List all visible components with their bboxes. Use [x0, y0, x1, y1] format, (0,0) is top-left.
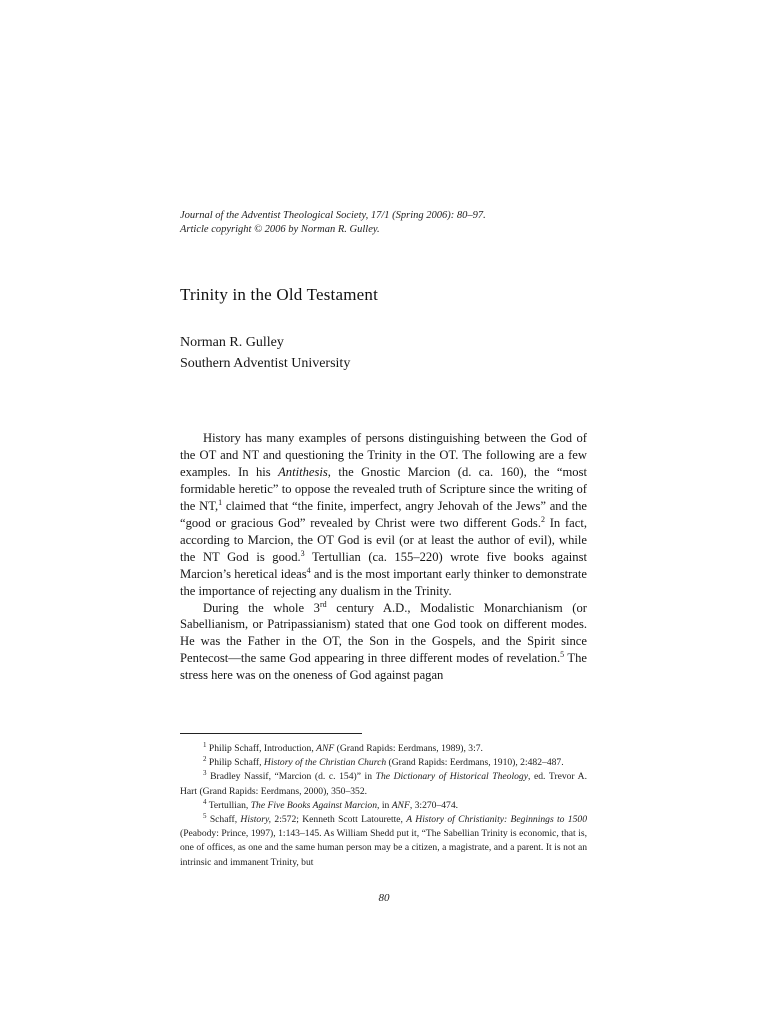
text-run: , in — [377, 799, 392, 811]
page-number: 80 — [378, 892, 390, 904]
footnote-number: 1 — [203, 740, 207, 749]
footnote — [180, 813, 587, 870]
text-run: 2:572; Kenneth Scott Latourette, — [271, 814, 407, 826]
footnote-number: 4 — [203, 797, 207, 806]
text-run: The stress here was on the oneness of God against pagan — [180, 651, 587, 683]
article-title: Trinity in the Old Testament — [180, 285, 379, 304]
author-block — [180, 332, 350, 374]
footnote-reference: rd — [319, 599, 327, 609]
text-run: Tertullian, — [208, 799, 251, 811]
footnote-reference: 1 — [218, 497, 223, 507]
italic-text: History of the Christian Church — [263, 757, 387, 769]
italic-text: History, — [240, 814, 272, 826]
footnote-number: 3 — [203, 769, 207, 778]
text-run: century A.D., Modalistic Monarchianism (or Sabellianism, or Patripassianism) stated that one God took on different modes. He was the Father in the OT, the Son in the Gospels, and the Spirit since Pentecost—the same God appearing in three different modes of revelation. — [180, 600, 587, 666]
copyright-line: Article copyright © 2006 by Norman R. Gulley. — [180, 224, 380, 235]
italic-text: ANF — [391, 799, 410, 811]
body-paragraph — [180, 430, 587, 600]
footnote-reference: 2 — [540, 514, 545, 524]
text-run: Schaff, — [209, 814, 241, 826]
text-run: Tertullian (ca. 155–220) wrote five books against Marcion’s heretical ideas — [180, 549, 587, 581]
footnotes — [180, 742, 587, 870]
text-run: During the whole 3 — [203, 600, 320, 615]
text-run: Philip Schaff, Introduction, — [208, 743, 317, 754]
italic-text: The Five Books Against Marcion — [250, 799, 378, 811]
italic-text: The Dictionary of Historical Theology — [375, 771, 528, 783]
body-paragraph — [180, 600, 587, 685]
text-run: History has many examples of persons distinguishing between the God of the OT and NT and questioning the Trinity in the OT. The following are a few examples. In his — [180, 431, 587, 479]
footnote-number: 5 — [203, 811, 207, 820]
italic-text: Antithesis — [278, 464, 328, 479]
text-run: claimed that “the finite, imperfect, angry Jehovah of the Jews” and the “good or gracious God” revealed by Christ were two different Gods. — [180, 498, 587, 530]
footnote-reference: 4 — [306, 565, 311, 575]
footnote — [180, 770, 587, 798]
text-run: Bradley Nassif, “Marcion (d. c. 154)” in — [210, 771, 376, 783]
article-body — [180, 430, 587, 684]
text-run: Philip Schaff, — [208, 757, 264, 769]
italic-text: A History of Christianity: Beginnings to 1500 — [406, 814, 587, 826]
text-run: , ed. Trevor A. Hart (Grand Rapids: Eerdmans, 2000), 350–352. — [180, 771, 588, 797]
text-run: (Grand Rapids: Eerdmans, 1910), 2:482–487. — [386, 757, 564, 769]
text-run: , 3:270–474. — [409, 799, 459, 811]
footnote-separator — [180, 733, 362, 734]
citation-line-1: Journal of the Adventist Theological Society, 17/1 (Spring 2006): 80–97. — [180, 210, 486, 221]
footnote — [180, 799, 587, 813]
text-run: and is the most important early thinker to demonstrate the importance of rejecting any dualism in the Trinity. — [180, 566, 587, 598]
text-run: (Grand Rapids: Eerdmans, 1989), 3:7. — [334, 743, 483, 754]
footnote-reference: 3 — [300, 548, 305, 558]
footnote — [180, 742, 587, 756]
text-run: In fact, according to Marcion, the OT God is evil (or at least the author of evil), while the NT God is good. — [180, 515, 587, 564]
italic-text: ANF — [316, 743, 335, 754]
journal-citation-header — [180, 209, 600, 237]
footnote-number: 2 — [203, 755, 207, 764]
footnote — [180, 756, 587, 770]
author-affiliation: Southern Adventist University — [180, 356, 351, 371]
author-name: Norman R. Gulley — [180, 335, 284, 350]
footnote-reference: 5 — [560, 650, 565, 660]
text-run: , the Gnostic Marcion (d. ca. 160), the “most formidable heretic” to oppose the revealed truth of Scripture since the writing of the NT, — [180, 464, 588, 513]
text-run: (Peabody: Prince, 1997), 1:143–145. As William Shedd put it, “The Sabellian Trinity is economic, that is, one of offices, as one and the same human person may be a citizen, a magistrate, and a parent. It is not an intrinsic and immanent Trinity, but — [180, 828, 587, 868]
